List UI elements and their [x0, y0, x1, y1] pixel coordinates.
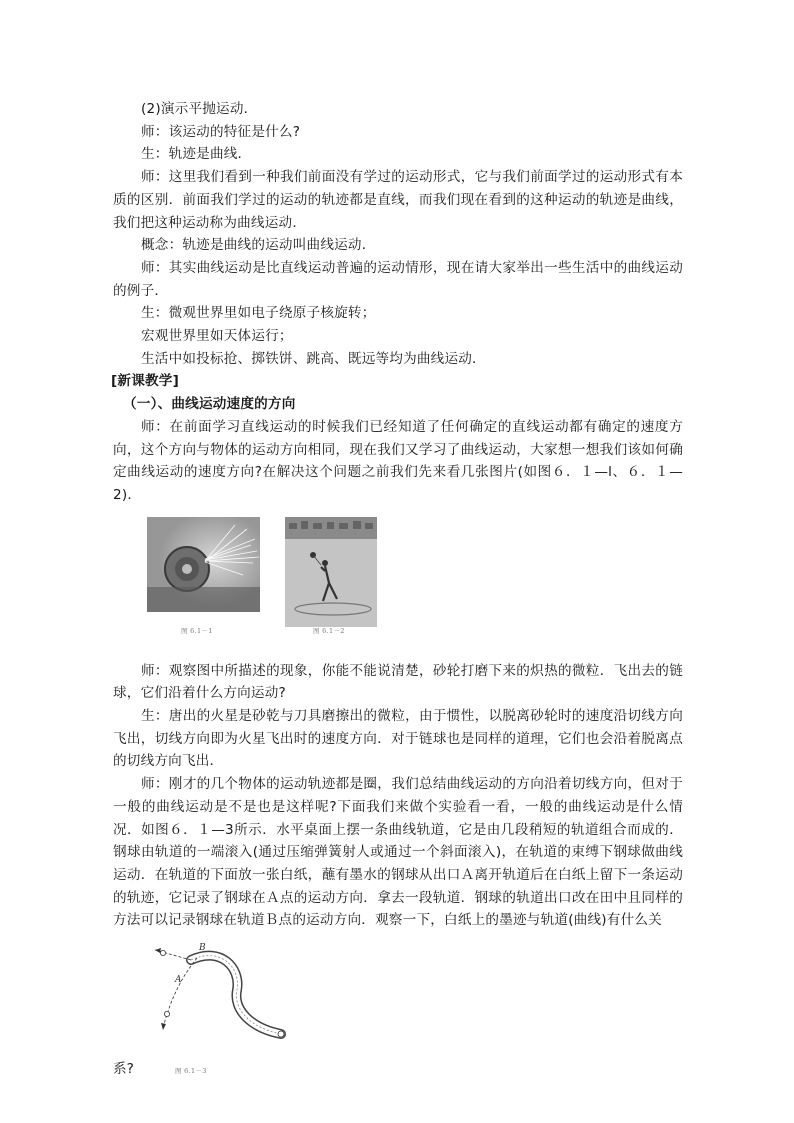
subheading: （一）、曲线运动速度的方向 [123, 396, 296, 413]
paragraph: 概念：轨迹是曲线的运动叫曲线运动． [141, 237, 376, 254]
paragraph: 师：刚才的几个物体的运动轨迹都是圈，我们总结曲线运动的方向沿着切线方向，但对于一般的曲线运动是不是也是这样呢?下面我们来做个实验看一看，一般的曲线运动是什么情况．如图６．１—3所示．水平桌面上摆一条曲线轨道，它是由几段稍短的轨道组合而成的．钢球由轨道的一端滚入(通过压缩弹簧射人或通过一个斜面滚入)，在轨道的束缚下钢球做曲线运动．在轨道的下面放一张白纸，蘸有墨水的钢球从出口Ａ离开轨道后在白纸上留下一条运动的轨迹，它记录了钢球在Ａ点的运动方向．拿去一段轨道．钢球的轨道出口改在田中且同样的方法可以记录钢球在轨道Ｂ点的运动方向．观察一下，白纸上的墨迹与轨道(曲线)有什么关 [113, 776, 683, 929]
paragraph: 师：该运动的特征是什么? [141, 123, 301, 140]
paragraph: 师：这里我们看到一种我们前面没有学过的运动形式，它与我们前面学过的运动形式有本质的区别．前面我们学过的运动的轨迹都是直线，而我们现在看到的这种运动的轨迹是曲线，我们把这种运动称为曲线运动． [113, 169, 683, 231]
paragraph: 生活中如投标抢、掷铁饼、跳高、既远等均为曲线运动． [141, 350, 486, 367]
figure-caption: 图 6.1－3 [175, 1067, 207, 1076]
curved-track-figure [113, 938, 683, 1078]
paragraph: 师：在前面学习直线运动的时候我们已经知道了任何确定的直线运动都有确定的速度方向，这个方向与物体的运动方向相同，现在我们又学习了曲线运动，大家想一想我们该如何确定曲线运动的速度方向?在解决这个问题之前我们先来看几张图片(如图６．１—l、６．１—2)． [113, 418, 683, 503]
figure-row [113, 517, 683, 652]
paragraph: 生：微观世界里如电子绕原子核旋转； [141, 305, 376, 322]
figure-caption: 图 6.1－1 [181, 626, 213, 635]
paragraph: 师：观察图中所描述的现象，你能不能说清楚，砂轮打磨下来的炽热的微粒．飞出去的链球，它们沿着什么方向运动? [113, 662, 683, 702]
paragraph: 生：唐出的火星是砂乾与刀具磨擦出的微粒，由于惯性，以脱离砂轮时的速度沿切线方向飞出，切线方向即为火星飞出时的速度方向．对于链球也是同样的道理，它们也会沿着脱离点的切线方向飞出． [113, 708, 683, 770]
hammer-throw-figure [285, 517, 377, 635]
document-body [113, 98, 683, 1078]
paragraph: 师：其实曲线运动是比直线运动普遍的运动情形，现在请大家举出一些生活中的曲线运动的例子． [113, 259, 683, 299]
section-heading: [新课教学] [111, 373, 180, 390]
figure-caption: 图 6.1－2 [313, 626, 345, 635]
point-a-label: A [175, 975, 182, 986]
paragraph: 宏观世界里如天体运行； [141, 328, 293, 345]
grinding-wheel-figure [147, 517, 260, 635]
paragraph: 生：轨迹是曲线． [141, 146, 252, 163]
final-text: 系? [113, 1061, 134, 1078]
point-b-label: B [199, 943, 206, 954]
paragraph: (2)演示平抛运动． [141, 101, 258, 117]
